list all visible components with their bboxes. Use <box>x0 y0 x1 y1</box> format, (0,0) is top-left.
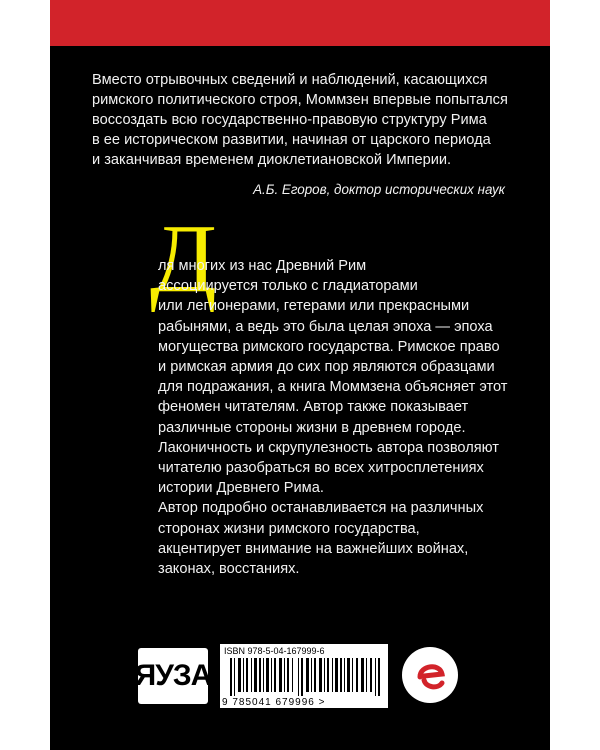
back-cover <box>50 0 550 750</box>
isbn-text: ISBN 978-5-04-167999-6 <box>224 646 325 656</box>
yauza-logo: ЯУЗА <box>138 648 208 704</box>
red-header-band <box>50 0 550 46</box>
quote-attribution: А.Б. Егоров, доктор исторических наук <box>253 182 505 197</box>
barcode <box>220 644 388 708</box>
quote-text: Вместо отрывочных сведений и наблюдений, касающихся римского политического строя, Моммзен впервые попытался воссоздать всю государственно-правовую структуру Рима в ее историческом развитии, начиная от царского периода и заканчивая временем диоклетиановской Империи. <box>92 72 508 168</box>
barcode-bars <box>230 658 380 696</box>
description-text: ля многих из нас Древний Рим ассоциируется только с гладиаторами или легионерами, гетерами или прекрасными рабынями, а ведь это была целая эпоха — эпоха могущества римского государства. Римское право и римская армия до сих пор являются образцами для подражания, а книга Моммзена объясняет этот феномен читателям. Автор также показывает различные стороны жизни в древнем городе. Лаконичность и скрупулезность автора позволяют читателю разобраться во всех хитросплетениях истории Древнего Рима. Автор подробно останавливается на различных сторонах жизни римского государства, акцентирует внимание на важнейших войнах, законах, восстаниях. <box>158 258 508 578</box>
eksmo-logo-icon <box>402 647 458 703</box>
drop-cap: Д <box>150 205 217 313</box>
barcode-number: 9 785041 679996 > <box>222 697 326 708</box>
